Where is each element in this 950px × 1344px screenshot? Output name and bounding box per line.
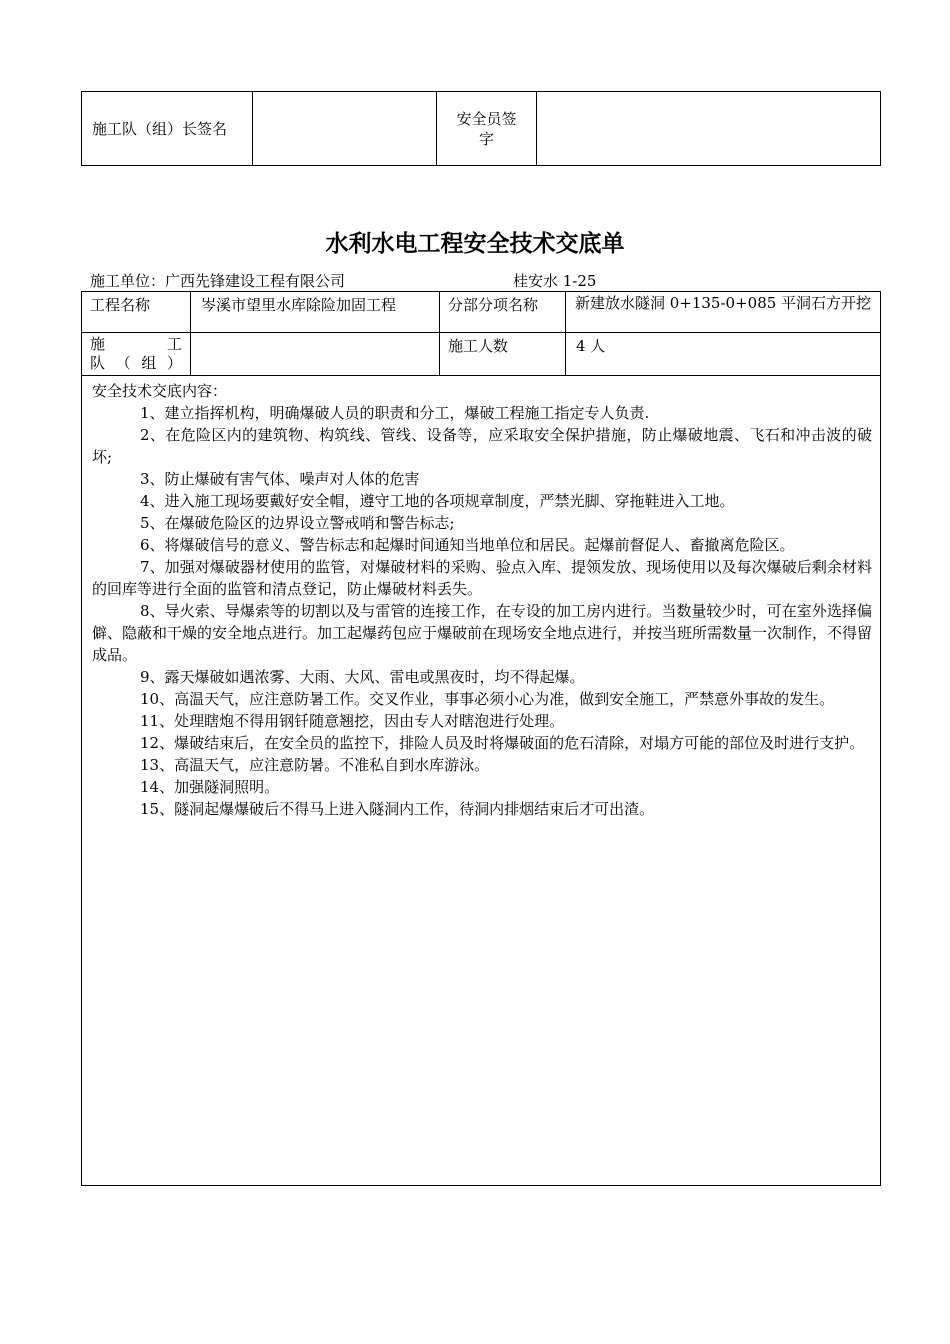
leader-signature-field[interactable] bbox=[253, 92, 437, 166]
list-item: 5、在爆破危险区的边界设立警戒哨和警告标志; bbox=[140, 514, 455, 532]
list-item: 11、处理瞎炮不得用钢钎随意翘挖，因由专人对瞎泡进行处理。 bbox=[140, 712, 565, 730]
safety-officer-signature-field[interactable] bbox=[537, 92, 881, 166]
list-item: 15、隧洞起爆爆破后不得马上进入隧洞内工作，待洞内排烟结束后才可出渣。 bbox=[140, 800, 655, 818]
list-item: 7、加强对爆破器材使用的监管，对爆破材料的采购、验点入库、提领发放、现场使用以及每次爆破后剩余材料的回库等进行全面的监管和清点登记，防止爆破材料丢失。 bbox=[92, 558, 872, 598]
safety-label-line1: 安全员签 bbox=[456, 109, 517, 128]
list-item: 14、加强隧洞照明。 bbox=[140, 778, 280, 796]
form-code: 桂安水 1-25 bbox=[513, 272, 597, 290]
headcount-value: 4 人 bbox=[566, 333, 881, 376]
construction-unit: 施工单位：广西先锋建设工程有限公司 bbox=[90, 272, 346, 290]
list-item: 8、导火索、导爆索等的切割以及与雷管的连接工作，在专设的加工房内进行。当数量较少时，可在室外选择偏僻、隐蔽和干燥的安全地点进行。加工起爆药包应于爆破前在现场安全地点进行，并按当班所需数量一次制作，不得留成品。 bbox=[92, 602, 873, 664]
list-item: 12、爆破结束后，在安全员的监控下，排险人员及时将爆破面的危石清除，对塌方可能的部位及时进行支护。 bbox=[140, 734, 865, 752]
signature-table bbox=[81, 91, 881, 166]
briefing-form bbox=[81, 291, 881, 1186]
list-item: 6、将爆破信号的意义、警告标志和起爆时间通知当地单位和居民。起爆前督促人、畜撤离危险区。 bbox=[140, 536, 795, 554]
safety-officer-signature-label bbox=[437, 92, 537, 166]
list-item: 3、防止爆破有害气体、噪声对人体的危害 bbox=[140, 470, 420, 488]
project-name-label: 工程名称 bbox=[82, 292, 191, 333]
list-item: 1、建立指挥机构，明确爆破人员的职责和分工，爆破工程施工指定专人负责. bbox=[140, 404, 650, 422]
content-heading: 安全技术交底内容： bbox=[92, 382, 228, 400]
team-label: 施 工 队（组） bbox=[82, 333, 191, 376]
briefing-content bbox=[82, 376, 881, 1186]
list-item: 2、在危险区内的建筑物、构筑线、管线、设备等，应采取安全保护措施，防止爆破地震、飞石和冲击波的破坏; bbox=[92, 426, 872, 466]
list-item: 9、露天爆破如遇浓雾、大雨、大风、雷电或黑夜时，均不得起爆。 bbox=[140, 668, 585, 686]
leader-signature-label: 施工队（组）长签名 bbox=[82, 92, 253, 166]
project-name-value: 岑溪市望里水库除险加固工程 bbox=[191, 292, 440, 333]
page-title: 水利水电工程安全技术交底单 bbox=[325, 231, 625, 257]
list-item: 10、高温天气，应注意防暑工作。交叉作业，事事必须小心为准，做到安全施工，严禁意外事故的发生。 bbox=[140, 690, 835, 708]
safety-label-line2: 字 bbox=[478, 129, 494, 148]
team-value bbox=[191, 333, 440, 376]
list-item: 13、高温天气，应注意防暑。不准私自到水库游泳。 bbox=[140, 756, 490, 774]
sub-item-value: 新建放水隧洞 0+135-0+085 平洞石方开挖 bbox=[566, 292, 881, 333]
sub-item-label: 分部分项名称 bbox=[440, 292, 566, 333]
unit-line bbox=[90, 270, 880, 290]
list-item: 4、进入施工现场要戴好安全帽，遵守工地的各项规章制度，严禁光脚、穿拖鞋进入工地。 bbox=[140, 492, 735, 510]
headcount-label: 施工人数 bbox=[440, 333, 566, 376]
